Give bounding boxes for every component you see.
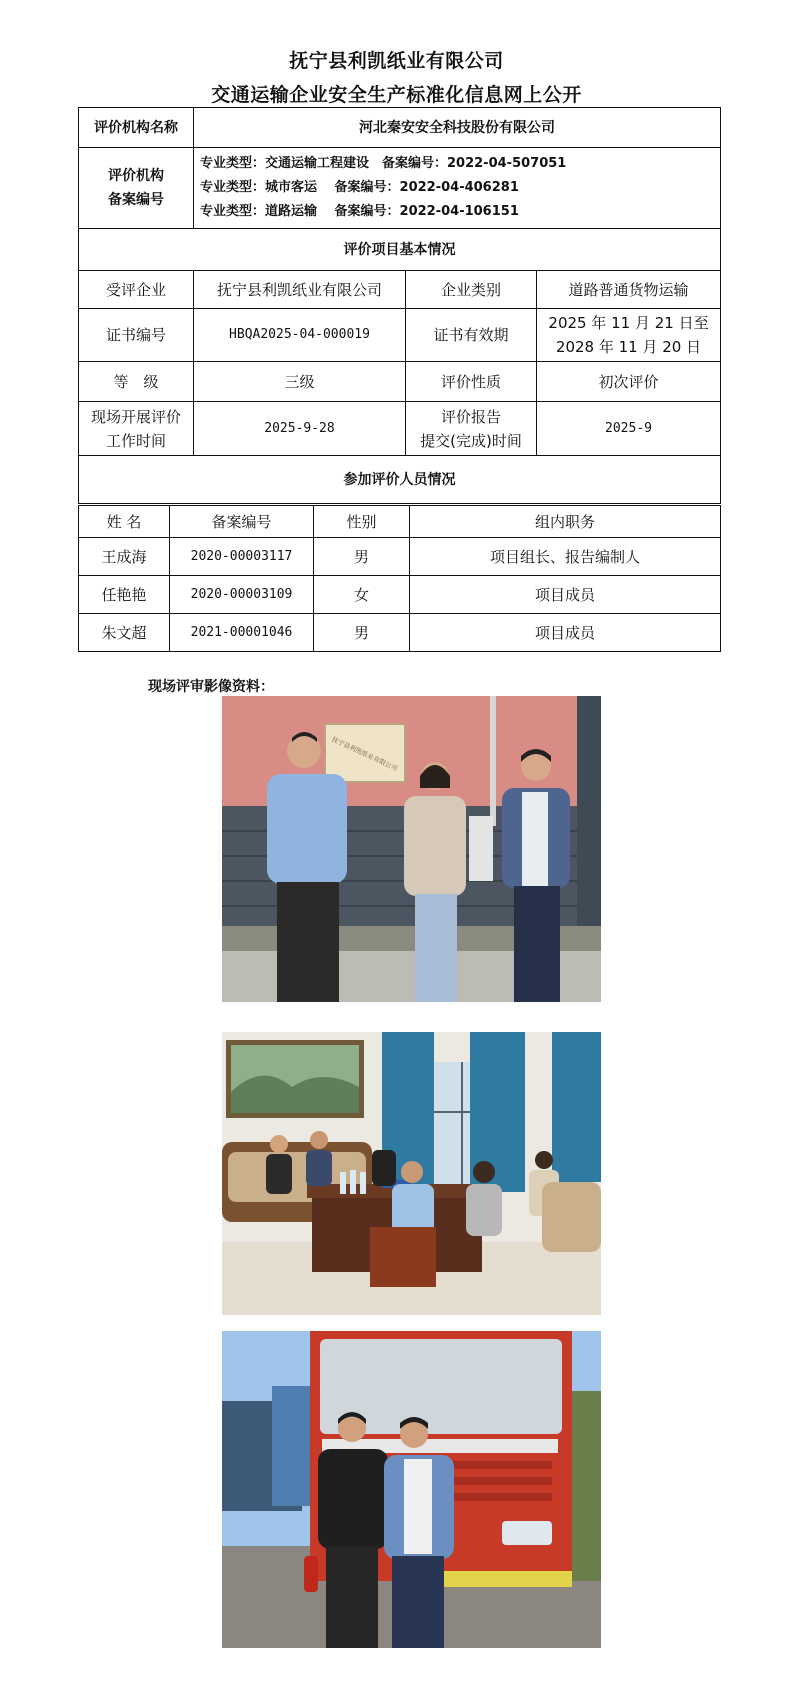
evaluation-info-table — [78, 107, 721, 504]
staff-header-id: 备案编号 — [170, 506, 314, 538]
staff-table — [78, 505, 721, 652]
table-row — [79, 614, 721, 652]
onsite-photo-meeting — [222, 1032, 601, 1315]
company-label: 受评企业 — [79, 271, 194, 309]
staff-role: 项目组长、报告编制人 — [410, 538, 721, 576]
validity-label: 证书有效期 — [406, 309, 537, 362]
staff-header-name: 姓 名 — [79, 506, 170, 538]
staff-id: 2020-00003117 — [170, 538, 314, 576]
org-label: 评价机构名称 — [79, 108, 194, 148]
table-row — [79, 538, 721, 576]
staff-gender: 男 — [314, 614, 410, 652]
staff-gender: 男 — [314, 538, 410, 576]
staff-section-header: 参加评价人员情况 — [79, 456, 721, 504]
level-label: 等 级 — [79, 362, 194, 402]
staff-header-gender: 性别 — [314, 506, 410, 538]
cert-value: HBQA2025-04-000019 — [194, 309, 406, 362]
level-value: 三级 — [194, 362, 406, 402]
basic-section-header: 评价项目基本情况 — [79, 229, 721, 271]
onsite-label: 现场开展评价 工作时间 — [79, 402, 194, 456]
org-value: 河北秦安安全科技股份有限公司 — [194, 108, 721, 148]
staff-role: 项目成员 — [410, 576, 721, 614]
page-title: 抚宁县利凯纸业有限公司 — [289, 50, 504, 72]
staff-name: 朱文超 — [79, 614, 170, 652]
nature-label: 评价性质 — [406, 362, 537, 402]
filing-label: 评价机构 备案编号 — [79, 148, 194, 229]
staff-id: 2021-00001046 — [170, 614, 314, 652]
onsite-photo-sign — [222, 696, 601, 1002]
filing-item: 专业类型：道路运输 备案编号：2022-04-106151 — [200, 204, 519, 219]
filing-item: 专业类型：交通运输工程建设 备案编号：2022-04-507051 — [200, 156, 567, 171]
staff-gender: 女 — [314, 576, 410, 614]
report-label: 评价报告 提交(完成)时间 — [406, 402, 537, 456]
onsite-photo-truck — [222, 1331, 601, 1648]
validity-value: 2025 年 11 月 21 日至 2028 年 11 月 20 日 — [537, 309, 721, 362]
page-subtitle: 交通运输企业安全生产标准化信息网上公开 — [211, 84, 582, 106]
table-row — [79, 576, 721, 614]
staff-role: 项目成员 — [410, 614, 721, 652]
company-value: 抚宁县利凯纸业有限公司 — [194, 271, 406, 309]
photo-caption: 现场评审影像资料： — [148, 679, 274, 695]
category-value: 道路普通货物运输 — [537, 271, 721, 309]
filing-item: 专业类型：城市客运 备案编号：2022-04-406281 — [200, 180, 519, 195]
nature-value: 初次评价 — [537, 362, 721, 402]
category-label: 企业类别 — [406, 271, 537, 309]
staff-id: 2020-00003109 — [170, 576, 314, 614]
staff-header-role: 组内职务 — [410, 506, 721, 538]
staff-name: 王成海 — [79, 538, 170, 576]
sign-text: 抚宁县利凯纸业有限公司 — [330, 735, 399, 773]
cert-label: 证书编号 — [79, 309, 194, 362]
report-value: 2025-9 — [537, 402, 721, 456]
filing-list — [194, 148, 721, 229]
onsite-value: 2025-9-28 — [194, 402, 406, 456]
staff-name: 任艳艳 — [79, 576, 170, 614]
